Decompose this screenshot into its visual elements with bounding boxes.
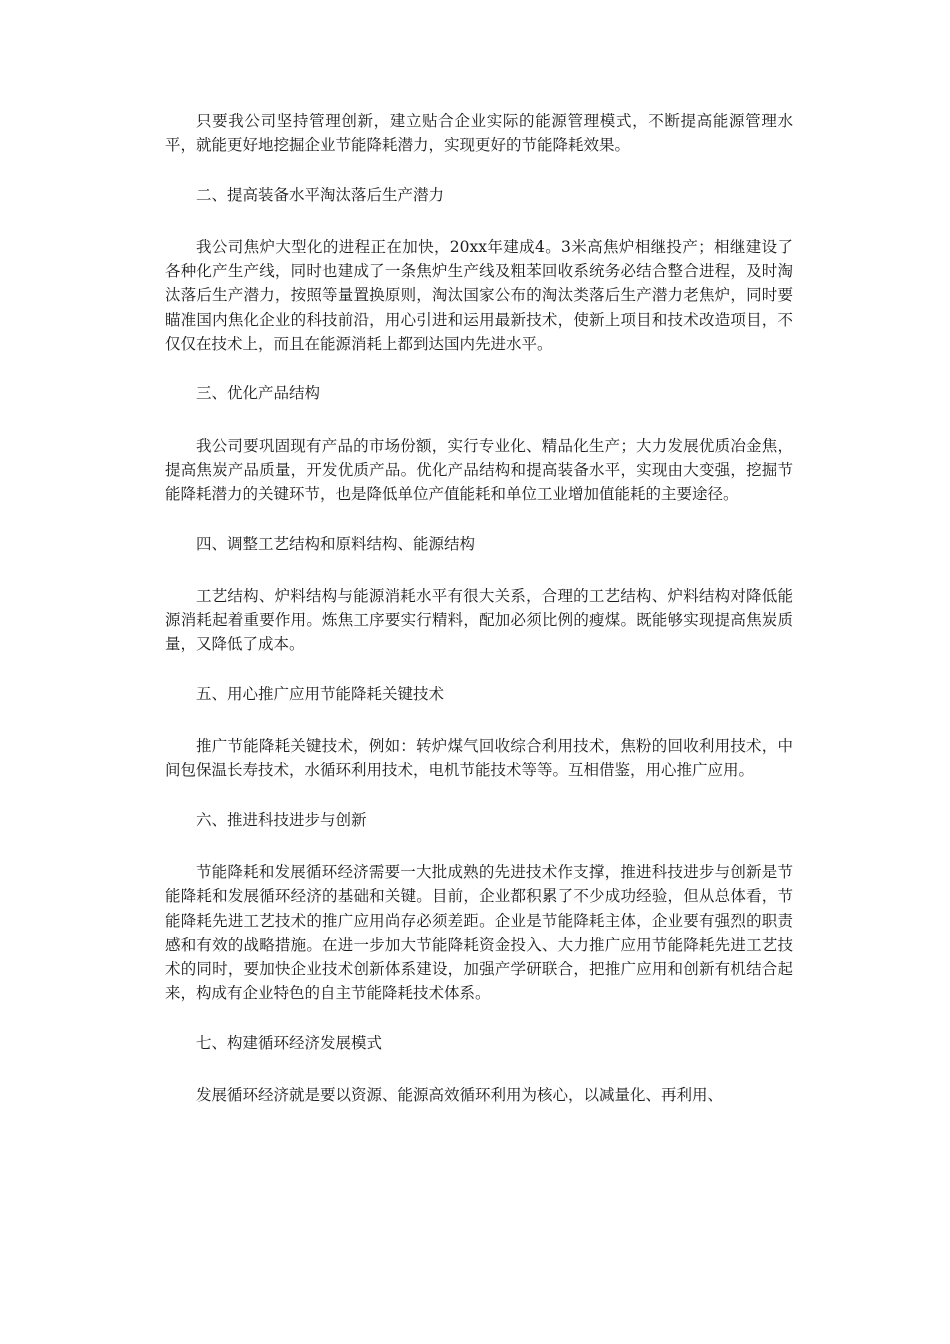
paragraph-process-structure: 工艺结构、炉料结构与能源消耗水平有很大关系，合理的工艺结构、炉料结构对降低能源消耗起着重要作用。炼焦工序要实行精料，配加必须比例的瘦煤。既能够实现提高焦炭质量，又降低了成本。 — [165, 586, 793, 654]
paragraph-innovation: 节能降耗和发展循环经济需要一大批成熟的先进技术作支撑，推进科技进步与创新是节能降耗和发展循环经济的基础和关键。目前，企业都积累了不少成功经验，但从总体看，节能降耗先进工艺技术的推广应用尚存必须差距。企业是节能降耗主体，企业要有强烈的职责感和有效的战略措施。在进一步加大节能降耗资金投入、大力推广应用节能降耗先进工艺技术的同时，要加快企业技术创新体系建设，加强产学研联合，把推广应用和创新有机结合起来，构成有企业特色的自主节能降耗技术体系。 — [165, 862, 793, 1003]
paragraph-energy-management: 只要我公司坚持管理创新，建立贴合企业实际的能源管理模式，不断提高能源管理水平，就能更好地挖掘企业节能降耗潜力，实现更好的节能降耗效果。 — [165, 112, 793, 155]
paragraph-coke-oven: 我公司焦炉大型化的进程正在加快，20xx年建成4。3米高焦炉相继投产；相继建设了各种化产生产线，同时也建成了一条焦炉生产线及粗苯回收系统务必结合整合进程，及时淘汰落后生产潜力，按照等量置换原则，淘汰国家公布的淘汰类落后生产潜力老焦炉，同时要瞄准国内焦化企业的科技前沿，用心引进和运用最新技术，使新上项目和技术改造项目，不仅仅在技术上，而且在能源消耗上都到达国内先进水平。 — [165, 237, 793, 354]
heading-section-4: 四、调整工艺结构和原料结构、能源结构 — [196, 534, 476, 553]
paragraph-key-technology: 推广节能降耗关键技术，例如：转炉煤气回收综合利用技术，焦粉的回收利用技术，中间包保温长寿技术，水循环利用技术，电机节能技术等等。互相借鉴，用心推广应用。 — [165, 737, 793, 780]
document-body — [165, 109, 793, 1107]
heading-section-6: 六、推进科技进步与创新 — [196, 810, 367, 829]
heading-section-2: 二、提高装备水平淘汰落后生产潜力 — [196, 185, 445, 204]
paragraph-circular-economy: 发展循环经济就是要以资源、能源高效循环利用为核心，以减量化、再利用、 — [196, 1086, 724, 1105]
heading-section-3: 三、优化产品结构 — [196, 384, 321, 403]
heading-section-7: 七、构建循环经济发展模式 — [196, 1033, 383, 1052]
heading-section-5: 五、用心推广应用节能降耗关键技术 — [196, 684, 445, 703]
paragraph-product-structure: 我公司要巩固现有产品的市场份额，实行专业化、精品化生产；大力发展优质冶金焦，提高焦炭产品质量，开发优质产品。优化产品结构和提高装备水平，实现由大变强，挖掘节能降耗潜力的关键环节，也是降低单位产值能耗和单位工业增加值能耗的主要途径。 — [165, 436, 793, 504]
